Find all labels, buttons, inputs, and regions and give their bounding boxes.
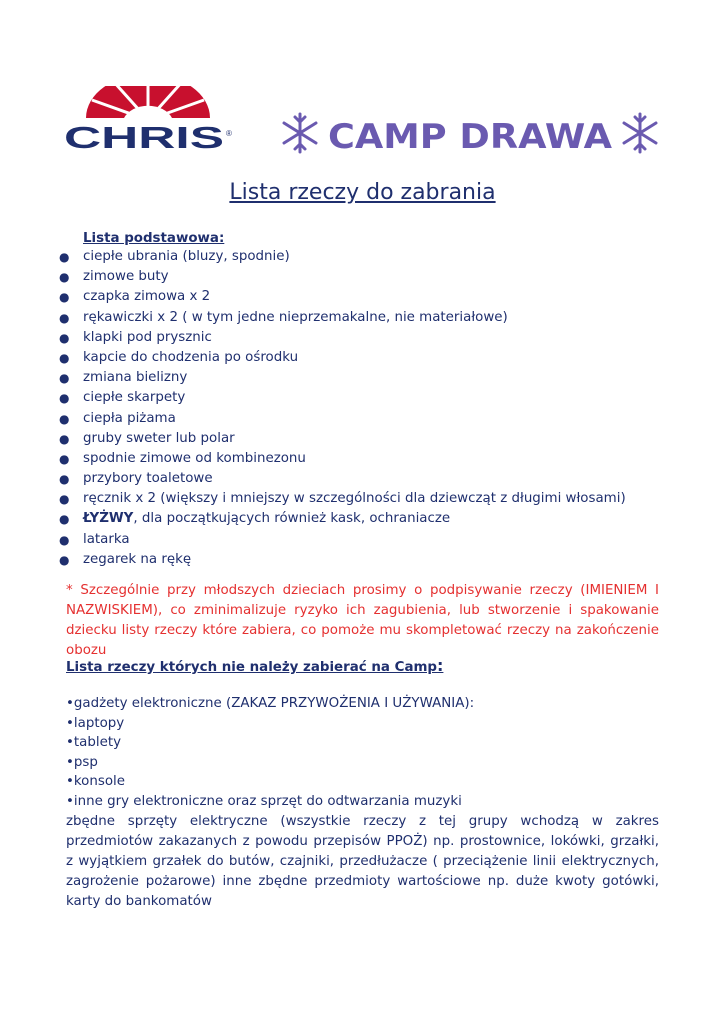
list-item-text: przybory toaletowe (83, 471, 213, 487)
list-item-text: kapcie do chodzenia po ośrodku (83, 349, 299, 365)
bullet-icon: ● (59, 512, 70, 527)
chris-logo-text: CHRIS (64, 120, 224, 155)
registered-mark: ® (226, 129, 232, 138)
list-item (57, 530, 697, 550)
forbidden-paragraph: zbędne sprzęty elektryczne (wszystkie rzeczy z tej grupy wchodzą w zakres przedmiotów zakazanych z powodu przepisów PPOŻ) np. prostownice, lokówki, grzałki, z wyjątkiem grzałek do butów, czajniki, przedłużacze ( przeciążenie linii elektrycznych, zagrożenie pożarowe) inne zbędne przedmioty wartościowe np. duże kwoty gotówki, karty do bankomatów (66, 813, 659, 909)
list-item (57, 267, 697, 287)
list-item (57, 287, 697, 307)
snowflake-icon (624, 114, 656, 152)
forbidden-item: •gadżety elektroniczne (ZAKAZ PRZYWOŻENIA I UŻYWANIA): (66, 696, 475, 711)
list-item-bold: ŁYŻWY (83, 511, 134, 527)
camp-drawa-logo (282, 108, 662, 160)
list-item-text: ciepła piżama (83, 410, 176, 426)
list-item (57, 308, 697, 328)
list-item-text: spodnie zimowe od kombinezonu (83, 450, 306, 466)
list-item (57, 509, 697, 529)
list-item-text: czapka zimowa x 2 (83, 289, 211, 305)
bullet-icon: ● (59, 350, 70, 365)
list-item-text: latarka (83, 531, 130, 547)
bullet-icon: ● (59, 431, 70, 446)
list-item (57, 550, 697, 570)
list-item-text: ciepłe skarpety (83, 390, 186, 406)
bullet-icon: ● (59, 270, 70, 285)
bullet-icon: ● (59, 250, 70, 264)
basic-list-label: Lista podstawowa: (83, 231, 225, 246)
list-item-text: gruby sweter lub polar (83, 430, 235, 446)
list-item-text: klapki pod prysznic (83, 329, 212, 345)
forbidden-item: •inne gry elektroniczne oraz sprzęt do odtwarzania muzyki (66, 793, 462, 809)
bullet-icon: ● (59, 472, 70, 487)
list-item (57, 489, 697, 509)
forbidden-item: •tablety (66, 735, 121, 751)
forbidden-item: •konsole (66, 774, 125, 790)
forbidden-list-title-text: Lista rzeczy których nie należy zabierać na Camp (66, 660, 438, 675)
labeling-note: * Szczególnie przy młodszych dzieciach prosimy o podpisywanie rzeczy (IMIENIEM I NAZWISKIEM), co zminimalizuje ryzyko ich zagubienia, lub stworzenie i spakowanie dziecku listy rzeczy które zabiera, co pomoże mu skompletować rzeczy na zakończenie obozu (66, 583, 659, 658)
bullet-icon: ● (59, 290, 70, 305)
bullet-icon: ● (59, 451, 70, 466)
forbidden-list (66, 694, 659, 912)
list-item-text: ręcznik x 2 (większy i mniejszy w szczególności dla dziewcząt z długimi włosami) (83, 491, 626, 507)
bullet-icon: ● (59, 391, 70, 406)
forbidden-item: •laptopy (66, 715, 125, 731)
bullet-icon: ● (59, 330, 70, 345)
list-item-text: , dla początkujących również kask, ochraniacze (133, 511, 451, 527)
list-item-text: zmiana bielizny (83, 370, 188, 386)
list-item-text: rękawiczki x 2 ( w tym jedne nieprzemakalne, nie materiałowe) (83, 309, 508, 325)
list-item (57, 368, 697, 388)
bullet-icon: ● (59, 552, 70, 567)
bullet-icon: ● (59, 371, 70, 386)
bullet-icon: ● (59, 411, 70, 426)
forbidden-list-title-colon: : (437, 656, 444, 675)
chris-logo (62, 86, 238, 156)
list-item (57, 328, 697, 348)
bullet-icon: ● (59, 492, 70, 507)
list-item-text: zegarek na rękę (83, 551, 192, 567)
list-item-text: zimowe buty (83, 269, 169, 285)
page-title: Lista rzeczy do zabrania (229, 180, 496, 205)
list-item (57, 409, 697, 429)
list-item (57, 449, 697, 469)
bullet-icon: ● (59, 310, 70, 325)
forbidden-item: •psp (66, 754, 98, 770)
list-item (57, 348, 697, 368)
list-item (57, 247, 697, 267)
list-item (57, 429, 697, 449)
camp-drawa-text: CAMP DRAWA (328, 117, 613, 157)
basic-list (57, 247, 697, 570)
list-item-text: ciepłe ubrania (bluzy, spodnie) (83, 249, 290, 264)
list-item (57, 469, 697, 489)
snowflake-icon (284, 114, 316, 152)
forbidden-list-title (66, 656, 443, 675)
list-item (57, 388, 697, 408)
bullet-icon: ● (59, 532, 70, 547)
